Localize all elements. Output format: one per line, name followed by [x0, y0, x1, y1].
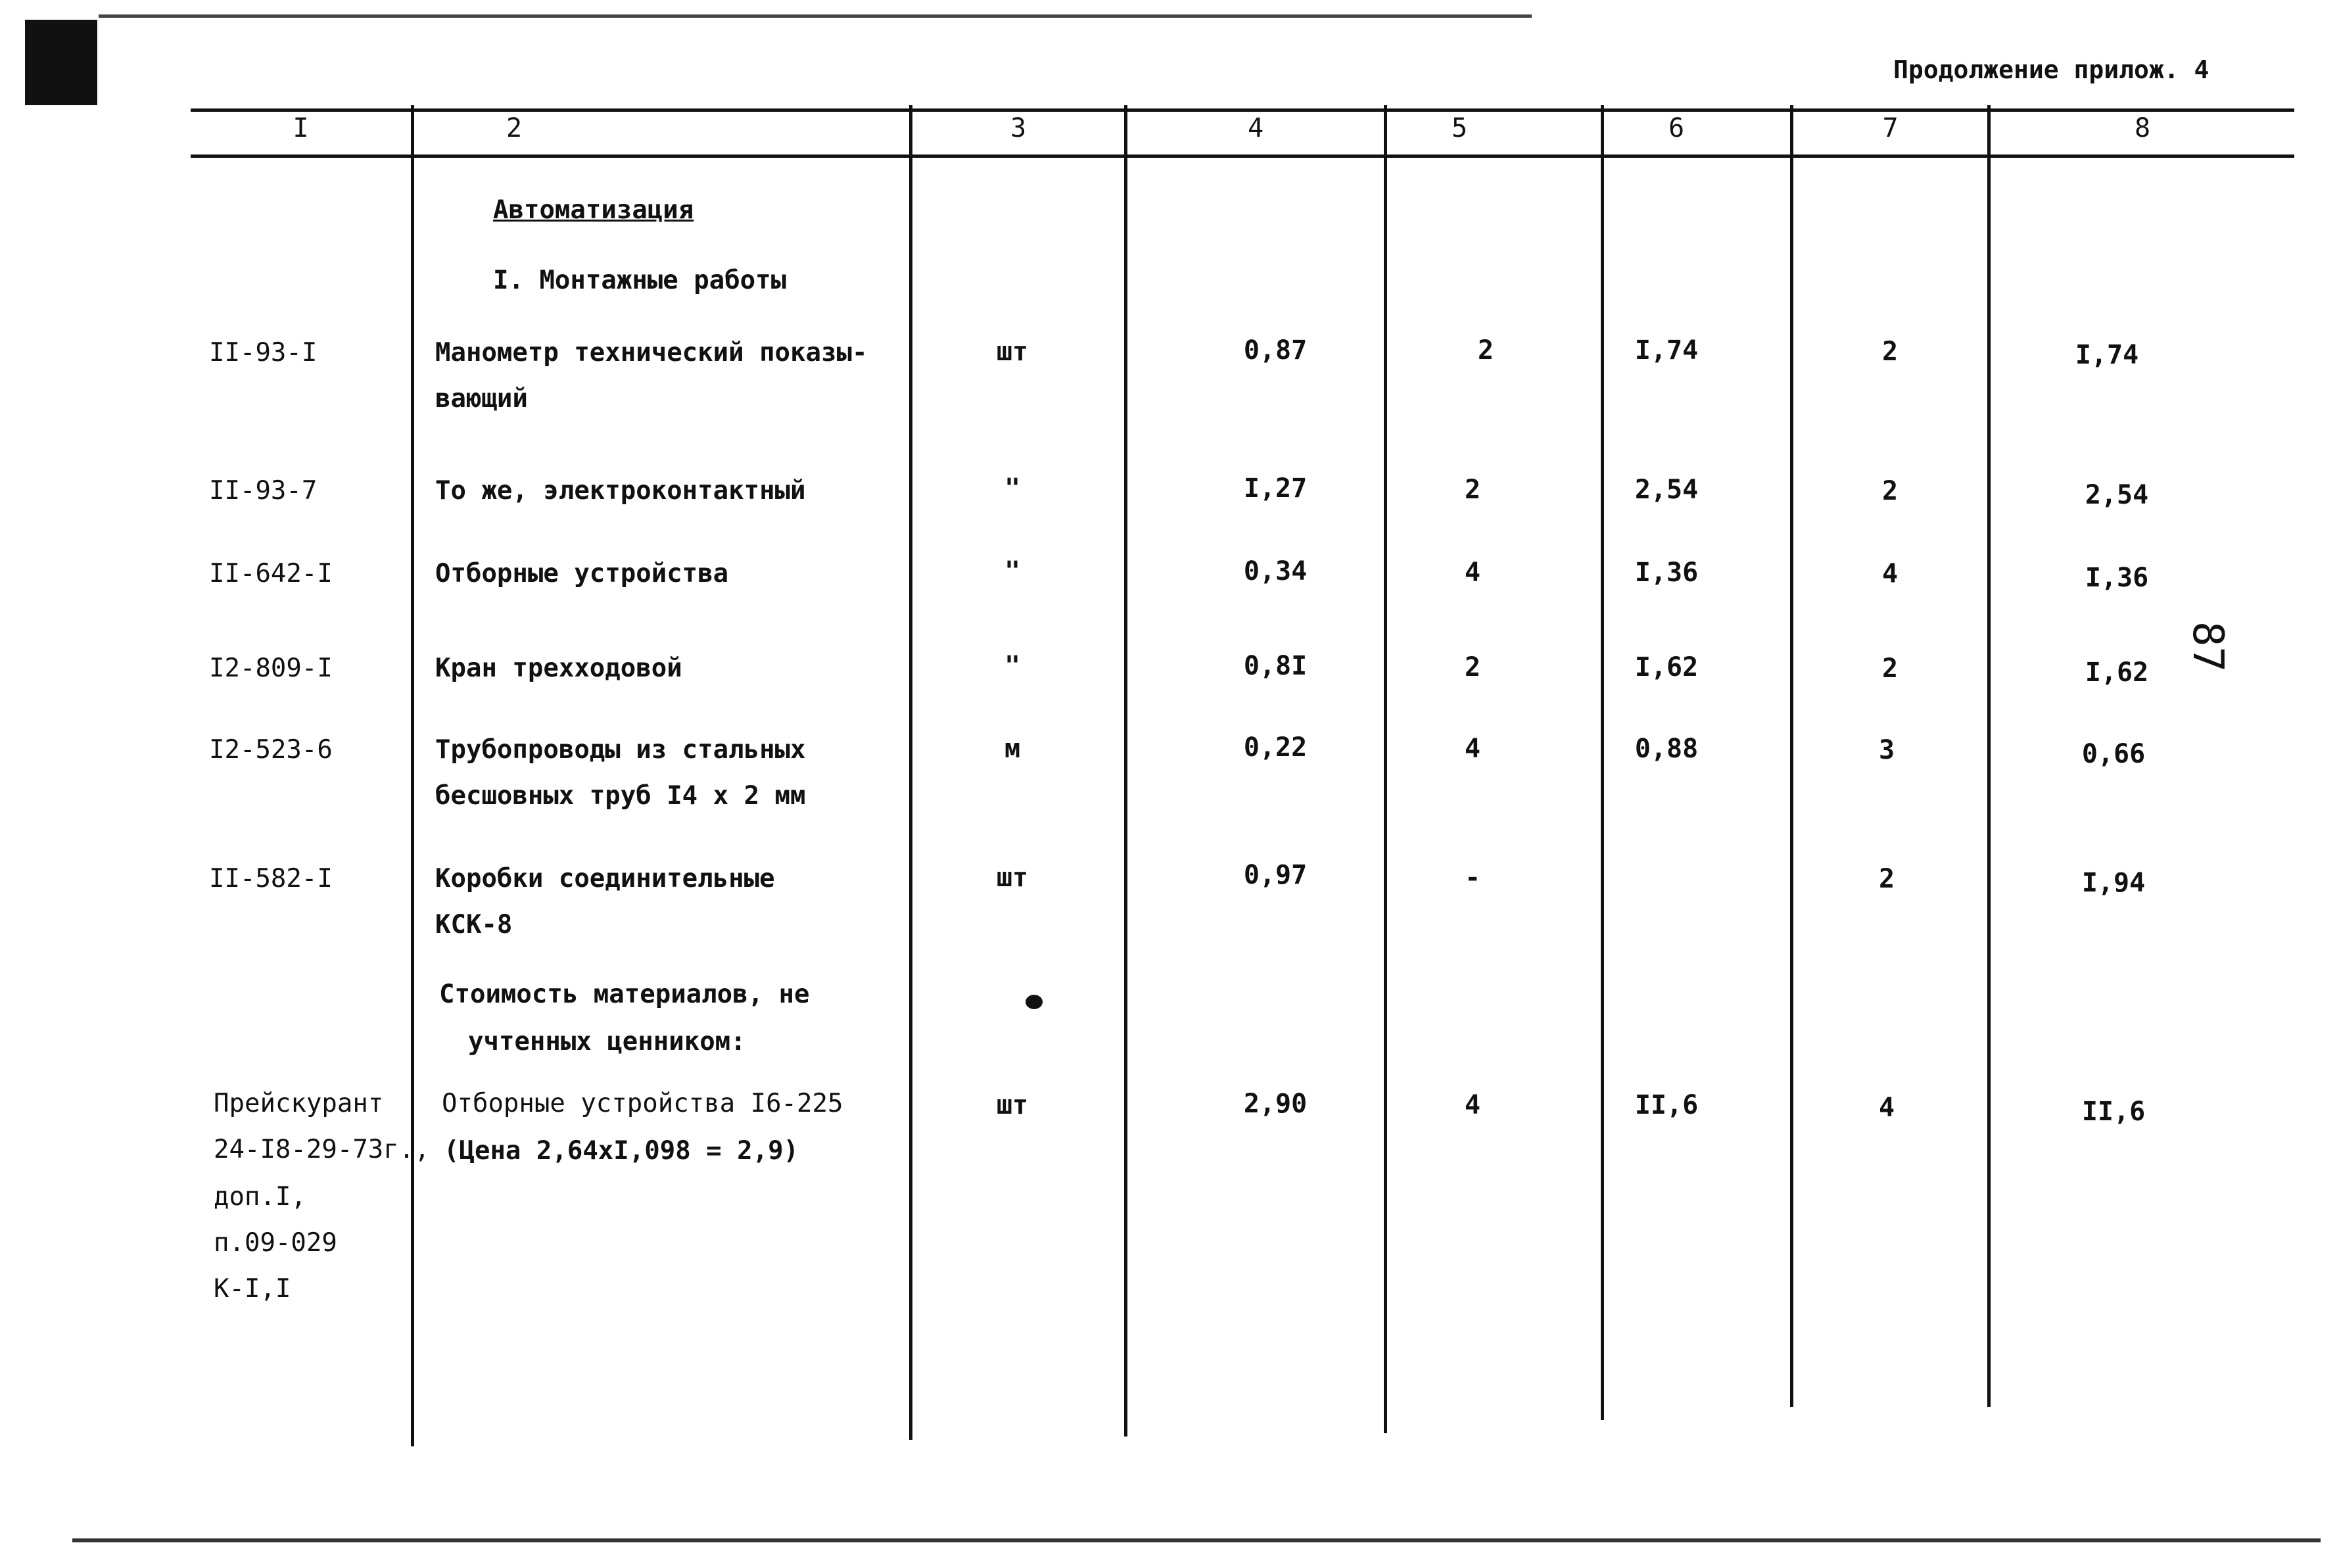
scan-edge-bottom [72, 1538, 2321, 1542]
row-3-name-line-1: Отборные устройства [435, 559, 729, 588]
row-6-name-line-1: Коробки соединительные [435, 864, 775, 893]
column-divider [1987, 105, 1991, 1407]
row-4-col5: 2 [1464, 652, 1481, 682]
row-4-code: I2-809-I [209, 653, 333, 683]
row-4-col6: I,62 [1634, 652, 1699, 682]
row-1-unit: шт [996, 337, 1029, 367]
materials-heading-line-2: учтенных ценником: [468, 1027, 746, 1057]
row-6-col4: 0,97 [1243, 860, 1308, 890]
continuation-label: Продолжение прилож. 4 [1893, 55, 2209, 84]
row-5-name-line-2: бесшовных труб I4 x 2 мм [435, 781, 806, 811]
header-col-5: 5 [1451, 113, 1468, 143]
row-2-code: II-93-7 [209, 476, 318, 506]
row-2-unit: " [1004, 473, 1021, 504]
row-2-col8: 2,54 [2085, 480, 2149, 510]
row-1-col8: I,74 [2075, 340, 2139, 370]
row-4-col4: 0,8I [1243, 651, 1308, 681]
row-7-code-line-4: п.09-029 [214, 1228, 337, 1258]
row-7-col7: 4 [1878, 1093, 1895, 1123]
header-col-1: I [293, 113, 309, 143]
row-2-name-line-1: То же, электроконтактный [435, 476, 806, 506]
row-7-name-line-2: (Цена 2,64xI,098 = 2,9) [444, 1136, 799, 1166]
materials-heading-line-1: Стоимость материалов, не [439, 980, 810, 1009]
row-5-col5: 4 [1464, 734, 1481, 764]
header-col-2: 2 [506, 113, 523, 143]
row-1-col5: 2 [1477, 335, 1494, 366]
row-7-col4: 2,90 [1243, 1089, 1308, 1119]
page-number: 87 [2183, 621, 2232, 673]
row-3-code: II-642-I [209, 559, 333, 588]
row-2-col4: I,27 [1243, 473, 1308, 504]
row-7-code-line-1: Прейскурант [214, 1089, 384, 1118]
row-4-unit: " [1004, 651, 1021, 681]
header-col-3: 3 [1010, 113, 1027, 143]
scan-corner-mark [25, 20, 97, 105]
row-4-col8: I,62 [2085, 657, 2149, 688]
row-5-unit: м [1004, 734, 1021, 764]
header-col-4: 4 [1247, 113, 1264, 143]
header-col-8: 8 [2134, 113, 2151, 143]
row-6-name-line-2: КСК-8 [435, 910, 513, 939]
column-divider [1790, 105, 1793, 1407]
row-5-col7: 3 [1878, 735, 1895, 765]
row-6-col8: I,94 [2081, 868, 2146, 898]
row-1-name-line-2: вающий [435, 384, 528, 414]
row-7-col8: II,6 [2081, 1097, 2146, 1127]
row-1-col4: 0,87 [1243, 335, 1308, 366]
row-1-col6: I,74 [1634, 335, 1699, 366]
row-7-code-line-2: 24-I8-29-73г., [214, 1135, 430, 1164]
row-6-col5: - [1464, 863, 1481, 893]
column-divider [1124, 105, 1127, 1437]
row-7-col6: II,6 [1634, 1090, 1699, 1120]
row-5-code: I2-523-6 [209, 735, 333, 765]
row-6-col7: 2 [1878, 864, 1895, 894]
row-3-col8: I,36 [2085, 563, 2149, 593]
row-1-name-line-1: Манометр технический показы- [435, 338, 868, 368]
row-5-col4: 0,22 [1243, 732, 1308, 763]
column-divider [411, 105, 414, 1446]
ink-blot-mark [1026, 995, 1043, 1009]
row-5-col8: 0,66 [2081, 739, 2146, 769]
column-divider [909, 105, 912, 1440]
row-5-name-line-1: Трубопроводы из стальных [435, 735, 806, 765]
column-divider [1601, 105, 1604, 1420]
row-7-name-line-1: Отборные устройства I6-225 [442, 1089, 843, 1118]
row-1-code: II-93-I [209, 338, 318, 368]
row-3-col4: 0,34 [1243, 556, 1308, 586]
subsection-title: I. Монтажные работы [493, 266, 787, 295]
row-4-name-line-1: Кран трехходовой [435, 653, 682, 683]
section-title: Автоматизация [493, 195, 694, 225]
row-7-col5: 4 [1464, 1090, 1481, 1120]
scan-edge-top [99, 14, 1532, 18]
header-col-7: 7 [1882, 113, 1899, 143]
row-6-unit: шт [996, 863, 1029, 893]
row-3-col5: 4 [1464, 558, 1481, 588]
column-divider [1384, 105, 1387, 1433]
row-5-col6: 0,88 [1634, 734, 1699, 764]
row-2-col7: 2 [1881, 476, 1899, 506]
row-4-col7: 2 [1881, 653, 1899, 684]
header-col-6: 6 [1668, 113, 1685, 143]
table-header-rule [191, 154, 2294, 158]
row-1-col7: 2 [1881, 337, 1899, 367]
row-7-code-line-5: К-I,I [214, 1274, 291, 1304]
row-3-unit: " [1004, 556, 1021, 586]
row-7-code-line-3: доп.I, [214, 1182, 306, 1212]
row-3-col7: 4 [1881, 559, 1899, 589]
row-6-code: II-582-I [209, 864, 333, 893]
row-3-col6: I,36 [1634, 558, 1699, 588]
row-2-col5: 2 [1464, 475, 1481, 505]
row-2-col6: 2,54 [1634, 475, 1699, 505]
row-7-unit: шт [996, 1090, 1029, 1120]
